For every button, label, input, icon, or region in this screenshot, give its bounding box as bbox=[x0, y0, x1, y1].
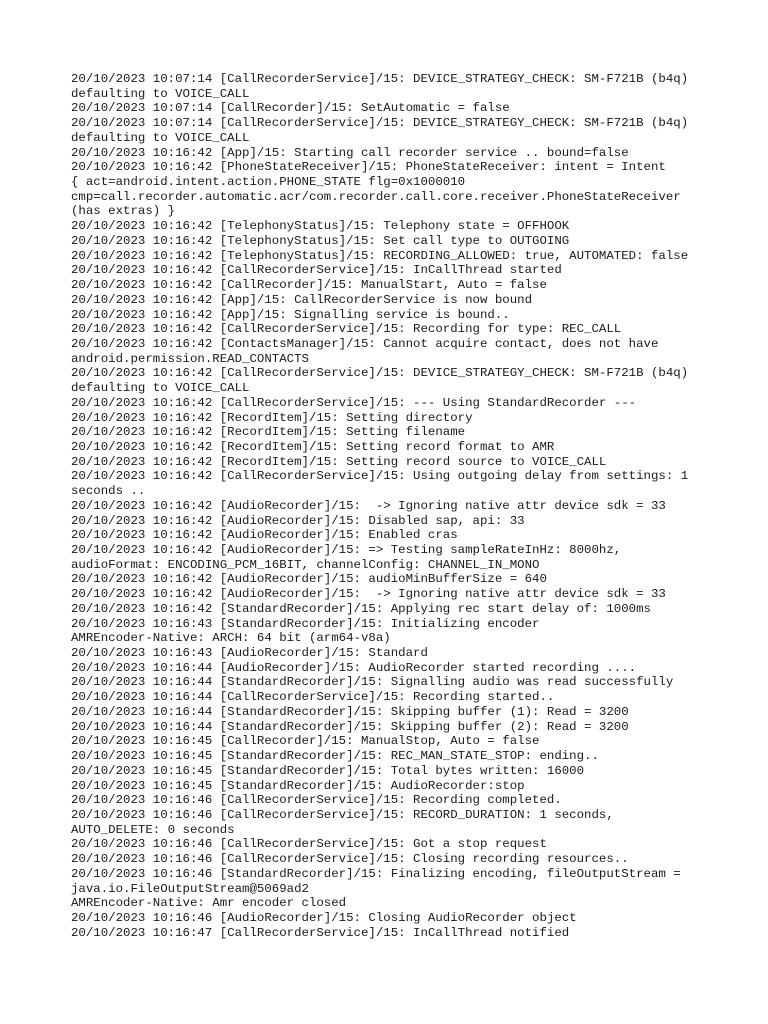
log-line: 20/10/2023 10:16:46 [CallRecorderService]/15: RECORD_DURATION: 1 seconds, bbox=[71, 807, 614, 822]
log-line: 20/10/2023 10:16:45 [StandardRecorder]/15: AudioRecorder:stop bbox=[71, 778, 525, 793]
log-output bbox=[71, 72, 701, 940]
log-line: AMREncoder-Native: ARCH: 64 bit (arm64-v8a) bbox=[71, 631, 391, 646]
log-line: 20/10/2023 10:16:43 [AudioRecorder]/15: Standard bbox=[71, 646, 428, 661]
log-line: 20/10/2023 10:16:45 [StandardRecorder]/15: REC_MAN_STATE_STOP: ending.. bbox=[71, 749, 599, 764]
log-line: 20/10/2023 10:16:44 [StandardRecorder]/15: Skipping buffer (1): Read = 3200 bbox=[71, 704, 629, 719]
log-line: android.permission.READ_CONTACTS bbox=[71, 351, 309, 366]
log-line: 20/10/2023 10:16:44 [StandardRecorder]/15: Skipping buffer (2): Read = 3200 bbox=[71, 719, 629, 734]
log-line: 20/10/2023 10:16:42 [App]/15: Signalling service is bound.. bbox=[71, 307, 510, 322]
log-line: AUTO_DELETE: 0 seconds bbox=[71, 822, 235, 837]
log-line: (has extras) } bbox=[71, 204, 176, 219]
log-line: 20/10/2023 10:16:42 [AudioRecorder]/15: Disabled sap, api: 33 bbox=[71, 513, 525, 528]
log-line: 20/10/2023 10:16:42 [App]/15: CallRecorderService is now bound bbox=[71, 292, 533, 307]
log-line: 20/10/2023 10:16:44 [AudioRecorder]/15: AudioRecorder started recording .... bbox=[71, 660, 637, 675]
log-line: 20/10/2023 10:16:42 [StandardRecorder]/15: Applying rec start delay of: 1000ms bbox=[71, 601, 651, 616]
log-line: 20/10/2023 10:16:42 [RecordItem]/15: Setting directory bbox=[71, 410, 473, 425]
log-line: 20/10/2023 10:16:44 [StandardRecorder]/15: Signalling audio was read successfully bbox=[71, 675, 674, 690]
log-line: 20/10/2023 10:16:42 [RecordItem]/15: Setting record source to VOICE_CALL bbox=[71, 454, 607, 469]
log-line: 20/10/2023 10:16:42 [CallRecorderService]/15: DEVICE_STRATEGY_CHECK: SM-F721B (b4q) bbox=[71, 366, 689, 381]
log-line: 20/10/2023 10:16:44 [CallRecorderService]/15: Recording started.. bbox=[71, 690, 555, 705]
log-line: 20/10/2023 10:16:43 [StandardRecorder]/15: Initializing encoder bbox=[71, 616, 540, 631]
log-line: 20/10/2023 10:16:42 [CallRecorderService]/15: Using outgoing delay from settings: 1 bbox=[71, 469, 689, 484]
log-line: 20/10/2023 10:16:42 [App]/15: Starting call recorder service .. bound=false bbox=[71, 145, 629, 160]
log-line: defaulting to VOICE_CALL bbox=[71, 381, 250, 396]
log-line: 20/10/2023 10:07:14 [CallRecorderService]/15: DEVICE_STRATEGY_CHECK: SM-F721B (b4q) bbox=[71, 72, 689, 86]
log-line: 20/10/2023 10:16:42 [ContactsManager]/15: Cannot acquire contact, does not have bbox=[71, 336, 659, 351]
log-line: 20/10/2023 10:16:42 [AudioRecorder]/15: audioMinBufferSize = 640 bbox=[71, 572, 547, 587]
log-line: 20/10/2023 10:16:46 [StandardRecorder]/15: Finalizing encoding, fileOutputStream = bbox=[71, 866, 681, 881]
log-line: 20/10/2023 10:16:42 [AudioRecorder]/15: -> Ignoring native attr device sdk = 33 bbox=[71, 498, 666, 513]
log-line: 20/10/2023 10:16:42 [CallRecorderService]/15: Recording for type: REC_CALL bbox=[71, 322, 622, 337]
log-line: audioFormat: ENCODING_PCM_16BIT, channelConfig: CHANNEL_IN_MONO bbox=[71, 557, 540, 572]
log-line: 20/10/2023 10:16:42 [PhoneStateReceiver]/15: PhoneStateReceiver: intent = Intent bbox=[71, 160, 666, 175]
log-line: 20/10/2023 10:16:45 [CallRecorder]/15: ManualStop, Auto = false bbox=[71, 734, 540, 749]
log-line: 20/10/2023 10:16:46 [CallRecorderService]/15: Recording completed. bbox=[71, 793, 562, 808]
log-line: 20/10/2023 10:07:14 [CallRecorderService]/15: DEVICE_STRATEGY_CHECK: SM-F721B (b4q) bbox=[71, 116, 689, 131]
log-line: 20/10/2023 10:16:42 [TelephonyStatus]/15: Set call type to OUTGOING bbox=[71, 233, 570, 248]
log-line: defaulting to VOICE_CALL bbox=[71, 86, 250, 101]
log-line: 20/10/2023 10:16:42 [TelephonyStatus]/15: Telephony state = OFFHOOK bbox=[71, 219, 570, 234]
log-line: seconds .. bbox=[71, 484, 146, 499]
log-line: AMREncoder-Native: Amr encoder closed bbox=[71, 896, 347, 911]
log-line: { act=android.intent.action.PHONE_STATE flg=0x1000010 bbox=[71, 175, 466, 190]
log-line: 20/10/2023 10:07:14 [CallRecorder]/15: SetAutomatic = false bbox=[71, 101, 510, 116]
log-line: 20/10/2023 10:16:47 [CallRecorderService]/15: InCallThread notified bbox=[71, 925, 570, 940]
log-line: 20/10/2023 10:16:42 [AudioRecorder]/15: Enabled cras bbox=[71, 528, 458, 543]
log-line: 20/10/2023 10:16:46 [CallRecorderService]/15: Got a stop request bbox=[71, 837, 547, 852]
log-line: 20/10/2023 10:16:42 [AudioRecorder]/15: => Testing sampleRateInHz: 8000hz, bbox=[71, 543, 622, 557]
log-line: cmp=call.recorder.automatic.acr/com.recorder.call.core.receiver.PhoneStateReceiver bbox=[71, 189, 681, 204]
log-line: 20/10/2023 10:16:42 [AudioRecorder]/15: -> Ignoring native attr device sdk = 33 bbox=[71, 587, 666, 602]
log-line: 20/10/2023 10:16:42 [TelephonyStatus]/15: RECORDING_ALLOWED: true, AUTOMATED: false bbox=[71, 248, 689, 263]
log-line: 20/10/2023 10:16:42 [CallRecorderService]/15: --- Using StandardRecorder --- bbox=[71, 395, 637, 410]
log-line: 20/10/2023 10:16:42 [CallRecorderService]/15: InCallThread started bbox=[71, 263, 562, 278]
log-line: 20/10/2023 10:16:42 [RecordItem]/15: Setting filename bbox=[71, 425, 466, 440]
log-line: 20/10/2023 10:16:42 [RecordItem]/15: Setting record format to AMR bbox=[71, 439, 555, 454]
log-line: java.io.FileOutputStream@5069ad2 bbox=[71, 881, 309, 896]
log-line: 20/10/2023 10:16:45 [StandardRecorder]/15: Total bytes written: 16000 bbox=[71, 763, 585, 778]
log-line: 20/10/2023 10:16:42 [CallRecorder]/15: ManualStart, Auto = false bbox=[71, 278, 547, 293]
log-line: 20/10/2023 10:16:46 [AudioRecorder]/15: Closing AudioRecorder object bbox=[71, 910, 577, 925]
log-line: 20/10/2023 10:16:46 [CallRecorderService]/15: Closing recording resources.. bbox=[71, 852, 629, 867]
log-line: defaulting to VOICE_CALL bbox=[71, 130, 250, 145]
